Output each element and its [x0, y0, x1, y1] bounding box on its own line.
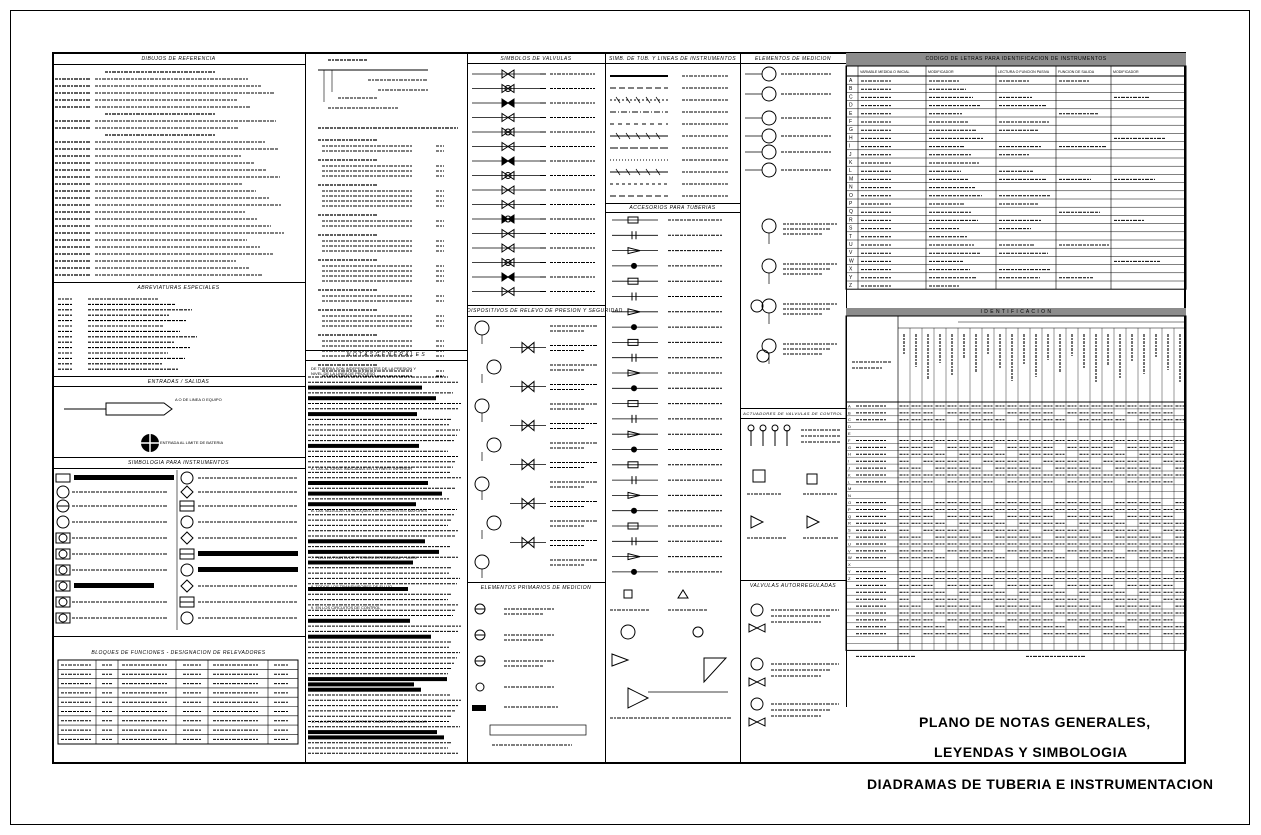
divider	[467, 316, 605, 317]
svg-text:D: D	[849, 102, 853, 109]
divider	[305, 350, 467, 351]
panel-title-simbologia: SIMBOLOGIA PARA INSTRUMENTOS	[128, 460, 229, 466]
svg-text:MODIFICADOR: MODIFICADOR	[1113, 70, 1139, 74]
relief-devices	[470, 318, 604, 580]
svg-text:P: P	[848, 506, 851, 512]
divider	[605, 203, 740, 204]
svg-text:I: I	[849, 143, 851, 150]
panel-title-dispositivos: DISPOSITIVOS DE RELEVO DE PRESION Y SEGURIDAD	[467, 308, 623, 314]
note-6: 8. TODOS LOS TRANSMISORES DE FLUJO	[311, 584, 393, 589]
panel-title-actuadores: ACTUADORES DE VALVULAS DE CONTROL	[743, 411, 843, 416]
svg-text:V: V	[849, 250, 853, 257]
svg-text:VARIABLE MEDIDA O INICIAL: VARIABLE MEDIDA O INICIAL	[860, 70, 910, 74]
panel-title-identificacion: I D E N T I F I C A C I O N	[980, 309, 1052, 315]
svg-text:Y: Y	[849, 274, 853, 281]
entrada-label: A O DE LINEA O EQUIPO	[175, 397, 222, 402]
svg-text:H: H	[848, 451, 851, 457]
panel-title-elementos-primarios: ELEMENTOS PRIMARIOS DE MEDICION	[480, 585, 592, 591]
svg-text:A: A	[849, 78, 853, 84]
svg-text:S: S	[849, 225, 853, 232]
misc-symbols	[608, 588, 738, 760]
svg-text:U: U	[848, 541, 851, 547]
general-notes	[308, 363, 464, 763]
svg-text:L: L	[849, 168, 852, 175]
svg-text:E: E	[848, 431, 851, 436]
svg-text:W: W	[848, 555, 852, 561]
primary-elements	[470, 595, 604, 760]
entrada-limite-label: ENTRADA AL LIMITE DE BATERIA	[160, 440, 224, 445]
svg-text:O: O	[848, 500, 852, 505]
note-2: NIVEL DE LA LINEA DE PROCESO	[311, 371, 376, 376]
note-1: DE TUBERIA SON INDEPENDIENTES DE LA PRESION Y	[311, 366, 416, 371]
divider	[605, 212, 740, 213]
panel-title-codigo-letras: CODIGO DE LETRAS PARA IDENTIFICACION DE INSTRUMENTOS	[925, 56, 1107, 62]
divider	[740, 408, 846, 409]
svg-text:J: J	[849, 151, 852, 158]
svg-text:T: T	[849, 233, 853, 240]
divider	[52, 386, 305, 387]
svg-text:Z: Z	[848, 575, 851, 581]
panel-title-lineas: SIMB. DE TUB. Y LINEAS DE INSTRUMENTOS	[608, 56, 737, 62]
divider	[605, 63, 740, 64]
note-4: B. LAS VALVULAS DE BLOQUEO DE RECIPIENTES MAYORES	[311, 508, 428, 513]
letter-code-table	[846, 66, 1186, 306]
panel-title-referencia: DIBUJOS DE REFERENCIA	[141, 56, 216, 62]
entrada-symbols	[104, 395, 304, 465]
svg-text:X: X	[848, 562, 851, 568]
svg-text:K: K	[848, 472, 851, 478]
piping-code-area	[308, 56, 464, 346]
panel-title-autorreguladas: VALVULAS AUTORREGULADAS	[749, 583, 837, 589]
panel-title-medicion: ELEMENTOS DE MEDICION	[755, 56, 831, 62]
svg-text:F: F	[848, 437, 851, 443]
note-3: A. LAS ALTURAS INDICADAS EN LA PARTE INFERIOR	[311, 466, 413, 471]
svg-text:P: P	[849, 201, 853, 207]
svg-text:R: R	[848, 520, 851, 526]
reference-list	[55, 68, 303, 278]
svg-text:R: R	[849, 217, 853, 224]
divider	[52, 457, 305, 458]
svg-text:B: B	[849, 86, 853, 93]
svg-text:I: I	[848, 458, 850, 464]
valve-symbols	[470, 66, 604, 304]
divider	[740, 580, 846, 581]
svg-text:Y: Y	[848, 569, 851, 574]
divider	[467, 305, 605, 306]
note-5: 7. PARA LA PLANTA DE PRESION DIFERENCIAL Y NIVEL	[311, 555, 418, 560]
svg-text:Z: Z	[849, 283, 853, 289]
svg-text:B: B	[848, 410, 851, 416]
self-regulating-valves	[743, 594, 845, 762]
note-7: 9. EN LOS CIRCUITOS DE CONTROL	[311, 605, 381, 610]
fittings-symbols	[608, 214, 738, 586]
svg-text:S: S	[848, 527, 851, 533]
svg-text:O: O	[849, 192, 853, 199]
svg-text:U: U	[849, 242, 853, 248]
sheet-title-line-1: PLANO DE NOTAS GENERALES,	[919, 714, 1151, 730]
divider	[52, 376, 305, 377]
column-divider	[467, 52, 468, 764]
svg-text:F: F	[849, 119, 853, 125]
divider	[740, 418, 846, 419]
svg-text:MODIFICADOR: MODIFICADOR	[928, 70, 954, 74]
instrument-symbols	[52, 470, 305, 635]
svg-text:H: H	[849, 135, 853, 142]
svg-text:FUNCION DE SALIDA: FUNCION DE SALIDA	[1058, 70, 1095, 74]
divider	[467, 582, 605, 583]
column-divider	[305, 52, 306, 764]
function-blocks-table	[58, 660, 298, 746]
svg-text:J: J	[848, 465, 850, 471]
svg-text:M: M	[849, 176, 854, 183]
divider	[52, 64, 305, 65]
svg-text:V: V	[848, 548, 851, 554]
column-divider	[605, 52, 606, 764]
svg-text:X: X	[849, 266, 853, 273]
svg-text:LECTURA O FUNCION PASIVA: LECTURA O FUNCION PASIVA	[998, 70, 1050, 74]
measurement-symbols	[743, 66, 845, 406]
svg-text:E: E	[849, 110, 853, 117]
svg-text:L: L	[848, 479, 851, 485]
svg-text:M: M	[848, 486, 852, 492]
divider	[467, 63, 605, 64]
panel-title-notas: N O T A S G E N E R A L E S	[346, 352, 426, 358]
svg-text:K: K	[849, 160, 853, 166]
svg-text:Q: Q	[848, 513, 852, 519]
sheet-title-line-2: LEYENDAS Y SIMBOLOGIA	[934, 744, 1128, 760]
panel-title-entradas: ENTRADAS / SALIDAS	[147, 379, 210, 385]
divider	[52, 636, 305, 637]
divider	[740, 63, 846, 64]
svg-text:N: N	[849, 184, 853, 191]
svg-text:G: G	[848, 444, 852, 450]
divider	[52, 282, 305, 283]
svg-text:Q: Q	[849, 209, 853, 216]
panel-title-accesorios: ACCESORIOS PARA TUBERIAS	[629, 205, 716, 211]
svg-text:N: N	[848, 493, 851, 499]
panel-title-bloques: BLOQUES DE FUNCIONES - DESIGNACION DE RELEVADORES	[91, 650, 266, 656]
panel-title-abreviaturas: ABREVIATURAS ESPECIALES	[137, 285, 220, 291]
sheet-title-line-3: DIADRAMAS DE TUBERIA E INSTRUMENTACION	[867, 776, 1214, 792]
svg-text:C: C	[849, 94, 853, 101]
svg-text:D: D	[848, 424, 851, 430]
svg-text:W: W	[849, 258, 854, 265]
svg-text:C: C	[848, 417, 851, 423]
note-8: 10. LA INFORMACION CORRESPONDIENTE A LAS VALVULAS	[311, 719, 427, 724]
panel-title-valvulas: SIMBOLOS DE VALVULAS	[500, 56, 572, 62]
svg-text:G: G	[849, 127, 853, 134]
identification-table	[846, 316, 1186, 666]
actuator-symbols	[743, 420, 845, 578]
line-symbols	[608, 66, 738, 202]
svg-text:A: A	[848, 403, 851, 409]
divider	[305, 360, 467, 361]
divider	[52, 468, 305, 469]
svg-text:T: T	[848, 534, 851, 540]
abbreviation-list	[58, 296, 303, 374]
